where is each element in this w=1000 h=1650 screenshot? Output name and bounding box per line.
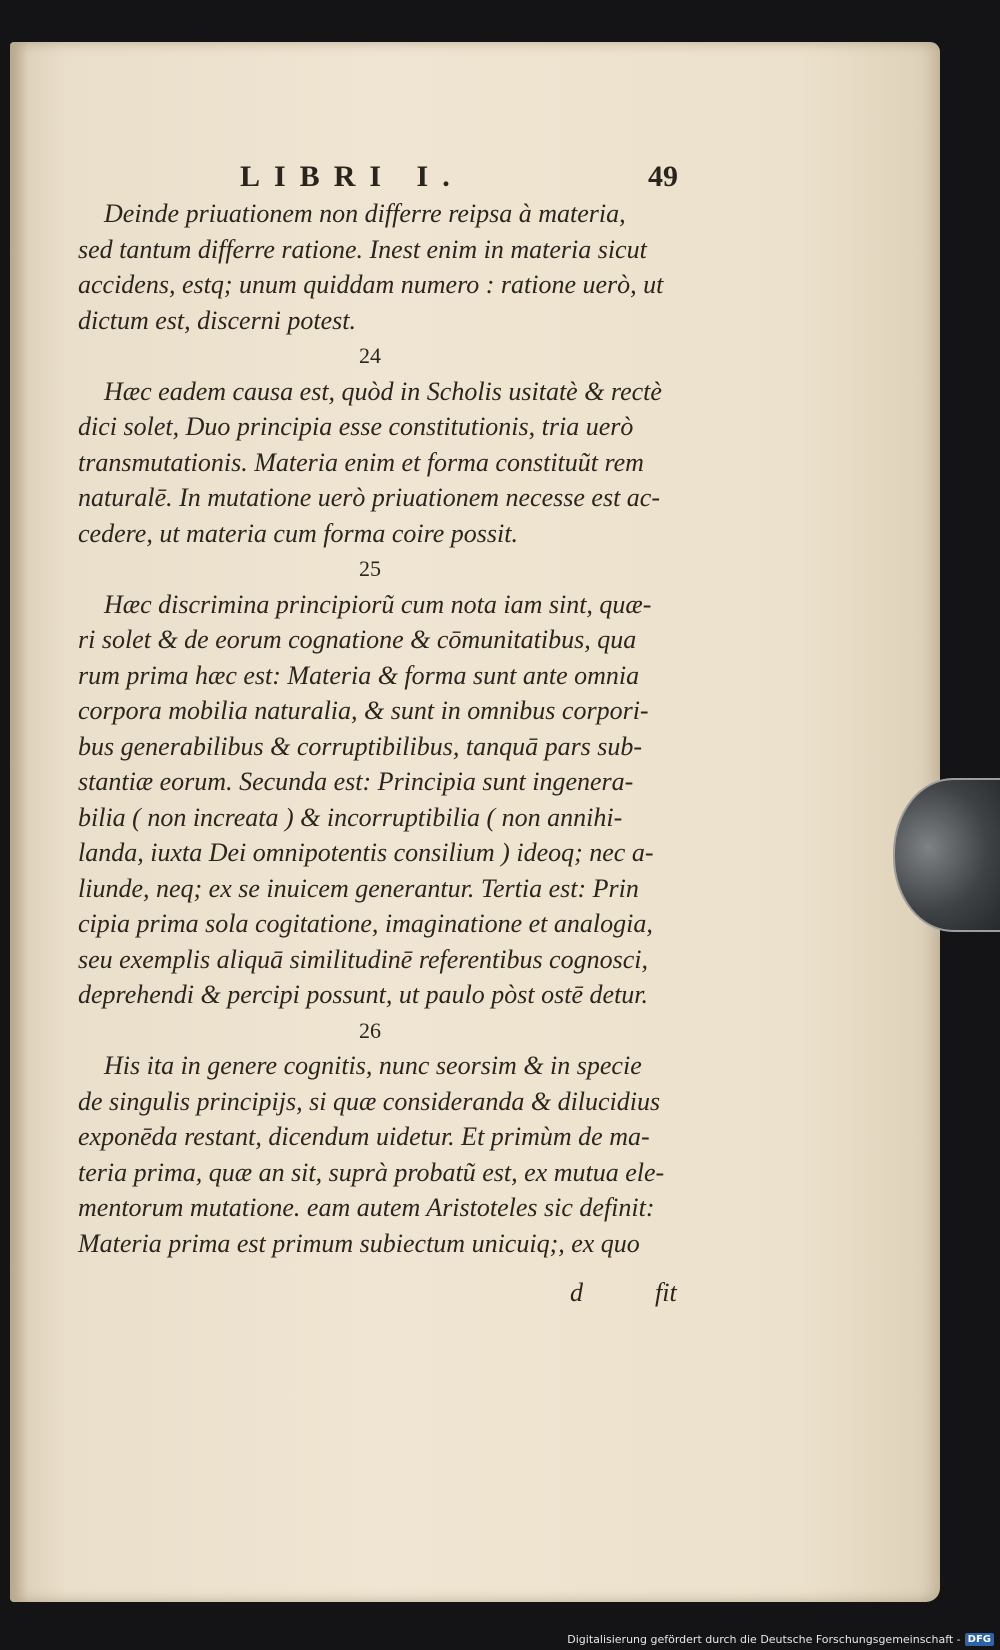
dfg-logo: DFG <box>965 1633 994 1646</box>
text-line: naturalē. In mutatione uerò priuationem necesse est ac- <box>78 483 660 512</box>
text-line: ri solet & de eorum cognatione & cōmunitatibus, qua <box>78 625 637 654</box>
text-line: Hæc discrimina principiorũ cum nota iam sint, quæ- <box>104 589 652 619</box>
main-text <box>78 196 698 1261</box>
text-line: mentorum mutatione. eam autem Aristoteles sic definit: <box>78 1193 655 1222</box>
text-line: accidens, estq; unum quiddam numero : ratione uerò, ut <box>78 270 664 299</box>
page-number: 49 <box>648 160 678 193</box>
text-line: Hæc eadem causa est, quòd in Scholis usitatè & rectè <box>104 376 662 406</box>
running-title: LIBRI I. <box>240 160 464 193</box>
text-line: deprehendi & percipi possunt, ut paulo pòst ostē detur. <box>78 980 649 1009</box>
text-line: corpora mobilia naturalia, & sunt in omnibus corpori- <box>78 696 649 725</box>
text-line: dictum est, discerni potest. <box>78 305 357 335</box>
text-line: seu exemplis aliquā similitudinē referentibus cognosci, <box>78 944 648 974</box>
text-line: exponēda restant, dicendum uidetur. Et primùm de ma- <box>78 1122 650 1151</box>
signature-mark: d <box>570 1278 583 1307</box>
text-line: dici solet, Duo principia esse constitutionis, tria uerò <box>78 412 634 441</box>
section-number: 24 <box>359 343 381 368</box>
catchword: fit <box>655 1278 677 1307</box>
text-line: transmutationis. Materia enim et forma constituũt rem <box>78 447 644 477</box>
text-line: cedere, ut materia cum forma coire possit. <box>78 518 518 548</box>
book-clip <box>893 778 1000 932</box>
text-line: His ita in genere cognitis, nunc seorsim & in specie <box>104 1051 642 1080</box>
credit-text: Digitalisierung gefördert durch die Deutsche Forschungsgemeinschaft - <box>567 1633 961 1646</box>
text-line: sed tantum differre ratione. Inest enim in materia sicut <box>78 234 647 264</box>
page-gutter-shadow <box>10 42 28 1602</box>
text-line: cipia prima sola cogitatione, imaginatione et analogia, <box>78 909 653 938</box>
text-line: stantiæ eorum. Secunda est: Principia sunt ingenera- <box>78 767 634 796</box>
digitization-credit <box>567 1633 994 1646</box>
text-line: de singulis principijs, si quæ consideranda & dilucidius <box>78 1086 661 1116</box>
text-line: bus generabilibus & corruptibilibus, tanquā pars sub- <box>78 731 643 761</box>
text-line: rum prima hæc est: Materia & forma sunt ante omnia <box>78 660 640 690</box>
text-line: Deinde priuationem non differre reipsa à materia, <box>104 199 626 228</box>
text-line: liunde, neq; ex se inuicem generantur. Tertia est: Prin <box>78 873 639 903</box>
section-number: 25 <box>359 556 381 581</box>
text-line: Materia prima est primum subiectum unicuiq;, ex quo <box>78 1228 640 1258</box>
text-line: bilia ( non increata ) & incorruptibilia ( non annihi- <box>78 802 623 832</box>
text-line: landa, iuxta Dei omnipotentis consilium ) ideoq; nec a- <box>78 838 654 867</box>
section-number: 26 <box>359 1017 381 1043</box>
text-line: teria prima, quæ an sit, suprà probatũ est, ex mutua ele- <box>78 1157 665 1187</box>
